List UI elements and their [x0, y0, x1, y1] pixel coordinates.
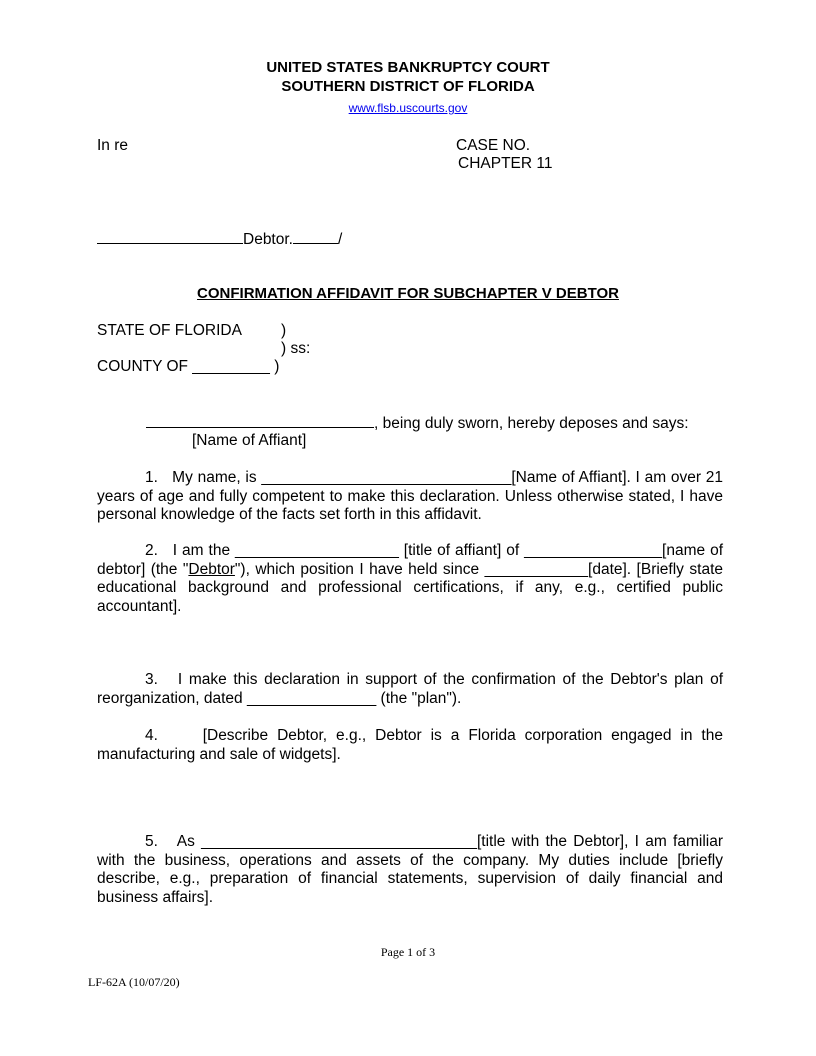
- paragraph-2-number: 2.: [145, 542, 158, 559]
- document-title: CONFIRMATION AFFIDAVIT FOR SUBCHAPTER V DEBTOR: [197, 285, 619, 302]
- paragraph-4-text: [Describe Debtor, e.g., Debtor is a Florida corporation engaged in the manufacturing and sale of widgets].: [97, 727, 723, 763]
- paragraph-5-number: 5.: [145, 833, 158, 850]
- paragraph-2-blank-1: ___________________: [235, 542, 399, 559]
- court-name: UNITED STATES BANKRUPTCY COURT: [266, 59, 550, 76]
- case-number-label: CASE NO.: [456, 137, 531, 154]
- paragraph-3-text-b: (the "plan").: [376, 689, 462, 707]
- debtor-label: Debtor.: [243, 231, 293, 248]
- paragraph-3-text-a: I make this declaration in support of the confirmation of the Debtor's plan of reorganization, dated: [97, 671, 723, 707]
- paragraph-2-text-c: [name of debtor] (the ": [97, 542, 724, 578]
- paragraph-2-blank-2: ________________: [524, 542, 663, 559]
- paragraph-2: [97, 542, 723, 616]
- debtor-blank-2: [293, 229, 338, 244]
- page-number: Page 1 of 3: [380, 945, 436, 959]
- caption-slash: /: [337, 231, 343, 248]
- venue-ss: ) ss:: [281, 340, 311, 357]
- court-website-link[interactable]: www.flsb.uscourts.gov: [348, 101, 468, 115]
- venue-county: COUNTY OF _________ ): [97, 358, 280, 375]
- form-number: LF-62A (10/07/20): [88, 975, 180, 989]
- district-name: SOUTHERN DISTRICT OF FLORIDA: [281, 78, 535, 95]
- paragraph-2-text-d: "), which position I have held since: [234, 560, 485, 578]
- paragraph-2-blank-3: ____________: [484, 560, 589, 578]
- paragraph-2-text-b: [title of affiant] of: [398, 542, 525, 559]
- paragraph-5: [97, 833, 723, 907]
- debtor-line: [97, 229, 342, 249]
- debtor-name-blank: [97, 229, 243, 244]
- paragraph-4-number: 4.: [145, 727, 158, 744]
- paragraph-2-text-a: I am the: [172, 542, 236, 559]
- in-re-label: In re: [97, 137, 129, 154]
- chapter-label: CHAPTER 11: [458, 155, 553, 172]
- paragraph-3: [97, 671, 723, 708]
- paragraph-1: [97, 469, 723, 525]
- paragraph-1-number: 1.: [145, 469, 158, 486]
- paragraph-3-number: 3.: [145, 671, 158, 688]
- sworn-text: , being duly sworn, hereby deposes and says:: [374, 415, 689, 432]
- paragraph-5-blank: ________________________________: [201, 833, 477, 850]
- paragraph-1-text: [Name of Affiant]. I am over 21 years of age and fully competent to make this declaration. Unless otherwise stated, I have personal knowledge of the facts set forth in this affidavit.: [97, 469, 723, 523]
- paragraph-5-text-b: [title with the Debtor], I am familiar with the business, operations and assets of the company. My duties include [briefly describe, e.g., preparation of financial statements, supervision of daily financial and business affairs].: [97, 833, 723, 906]
- paragraph-3-blank: _______________: [246, 689, 377, 707]
- venue-state: STATE OF FLORIDA: [97, 322, 242, 339]
- affiant-name-label: [Name of Affiant]: [192, 432, 307, 449]
- paragraph-4: [97, 727, 723, 764]
- paragraph-5-text-a: As: [176, 833, 202, 850]
- affiant-name-blank: [146, 413, 374, 428]
- paragraph-2-debtor-term: Debtor: [188, 560, 235, 578]
- paragraph-2-text-e: [date]. [Briefly state educational background and professional certifications, if any, e.g., certified public accountant].: [97, 560, 723, 615]
- affiant-sworn-line: [146, 413, 689, 433]
- paragraph-1-lead: My name, is: [172, 469, 262, 486]
- paragraph-1-blank: _____________________________: [261, 469, 512, 486]
- venue-paren: ): [281, 322, 287, 339]
